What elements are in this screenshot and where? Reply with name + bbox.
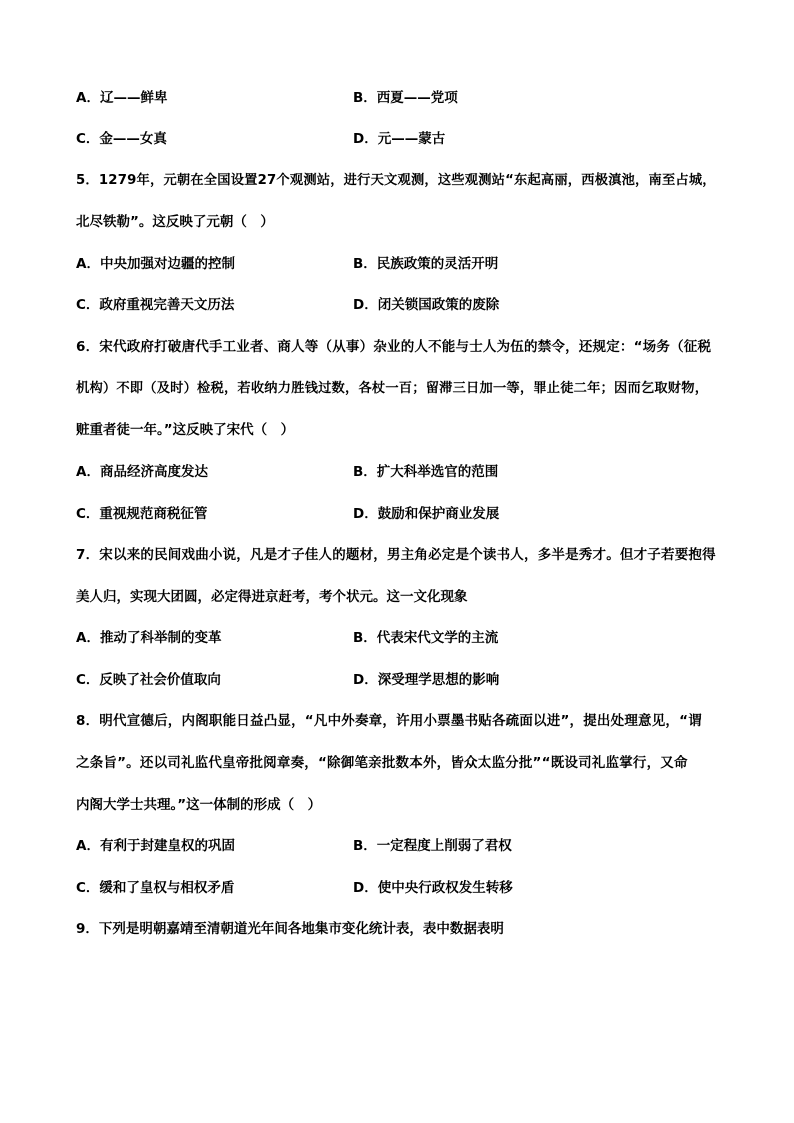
q5-stem-line1: 5．1279年，元朝在全国设置27个观测站，进行天文观测，这些观测站“东起高丽，西极滇池，南至占城， (76, 173, 716, 188)
q4-option-a: A．辽——鲜卑 (76, 90, 168, 106)
q4-option-c: C．金——女真 (76, 131, 167, 147)
q5-option-d: D．闭关锁国政策的废除 (353, 297, 500, 313)
q8-stem-line3: 内阁大学士共理。”这一体制的形成（ ） (76, 797, 322, 813)
q7-stem-line1: 7．宋以来的民间戏曲小说，凡是才子佳人的题材，男主角必定是个读书人，多半是秀才。但才子若要抱得 (76, 547, 716, 563)
q8-stem-line1: 8．明代宣德后，内阁职能日益凸显，“凡中外奏章，许用小票墨书贴各疏面以进”，提出处理意见，“谓 (76, 713, 702, 729)
q4-option-b: B．西夏——党项 (353, 90, 458, 106)
q7-option-b: B．代表宋代文学的主流 (353, 630, 499, 646)
q5-option-c: C．政府重视完善天文历法 (76, 297, 235, 313)
q8-option-b: B．一定程度上削弱了君权 (353, 838, 512, 854)
q6-stem-line2: 机构）不即（及时）检税，若收纳力胜钱过数，各杖一百；留滞三日加一等，罪止徒二年；因而乞取财物， (76, 381, 709, 396)
q6-stem-line3: 赃重者徒一年。”这反映了宋代（ ） (76, 422, 295, 438)
q8-option-d: D．使中央行政权发生转移 (353, 880, 513, 896)
q7-option-d: D．深受理学思想的影响 (353, 672, 500, 688)
q7-option-a: A．推动了科举制的变革 (76, 630, 222, 646)
q8-option-a: A．有利于封建皇权的巩固 (76, 838, 235, 854)
q7-stem-line2: 美人归，实现大团圆，必定得进京赶考，考个状元。这一文化现象 (76, 589, 468, 605)
q4-option-d: D．元——蒙古 (353, 131, 446, 147)
q9-stem-line1: 9．下列是明朝嘉靖至清朝道光年间各地集市变化统计表，表中数据表明 (76, 921, 504, 937)
q6-option-b: B．扩大科举选官的范围 (353, 464, 499, 480)
q7-option-c: C．反映了社会价值取向 (76, 672, 221, 688)
q6-option-c: C．重视规范商税征管 (76, 506, 208, 522)
q6-stem-line1: 6．宋代政府打破唐代手工业者、商人等（从事）杂业的人不能与士人为伍的禁令，还规定：“场务（征税 (76, 339, 712, 355)
q6-option-d: D．鼓励和保护商业发展 (353, 506, 500, 522)
q5-option-a: A．中央加强对边疆的控制 (76, 256, 235, 272)
q5-stem-line2: 北尽铁勒”。这反映了元朝（ ） (76, 214, 274, 230)
q6-option-a: A．商品经济高度发达 (76, 464, 208, 480)
q8-option-c: C．缓和了皇权与相权矛盾 (76, 880, 235, 896)
q5-option-b: B．民族政策的灵活开明 (353, 256, 499, 272)
q8-stem-line2: 之条旨”。还以司礼监代皇帝批阅章奏，“除御笔亲批数本外，皆众太监分批”“既设司礼监掌行，又命 (76, 755, 688, 771)
